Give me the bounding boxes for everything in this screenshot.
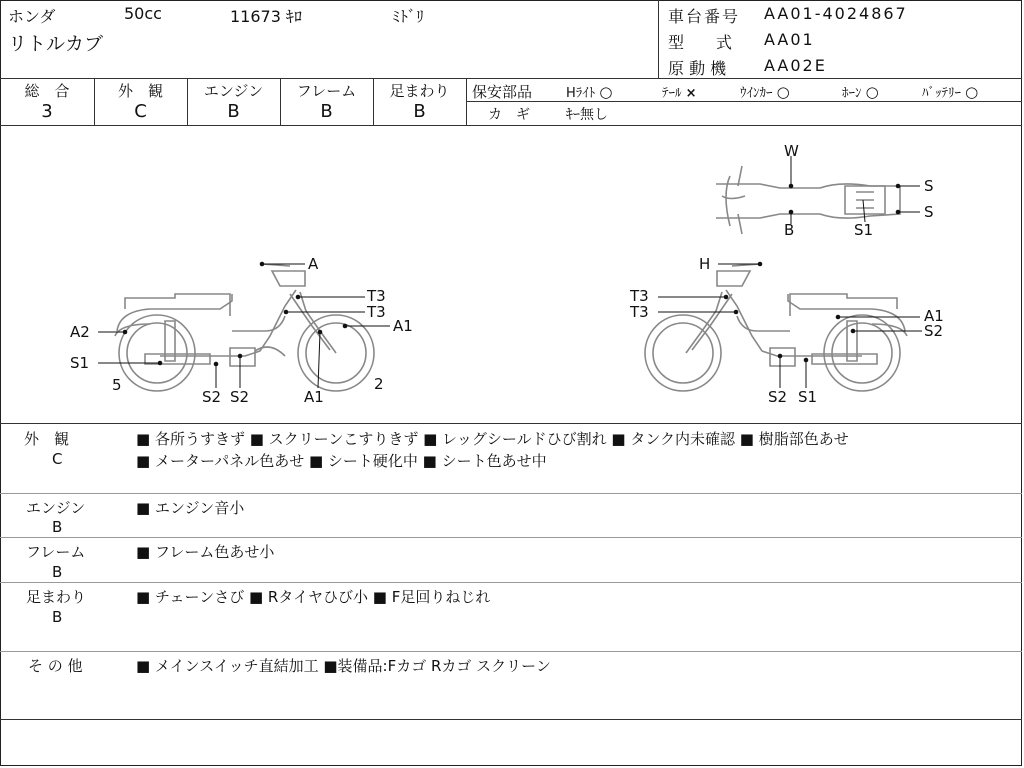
grade-label-frame: フレーム [296,82,357,100]
grade-value-suspension: B [413,101,426,122]
safety-item-name: Hﾗｲﾄ [566,86,596,101]
remarks-top [0,423,1022,424]
diagram-label: S2 [924,322,944,340]
remark-line: ■ チェーンさび ■ Rタイヤひび小 ■ F足回りねじれ [136,588,491,606]
safety-item-winker [740,82,790,101]
diagram-label: A1 [393,317,413,335]
remark-line: ■ 各所うすきず ■ スクリーンこすりきず ■ レッグシールドひび割れ ■ タンク内未確認 ■ 樹脂部色あせ [136,430,849,448]
remark-category-exterior: 外 観 [24,430,70,448]
diagram-label: S [924,177,934,195]
remark-grade-suspension: B [52,608,63,626]
header-divider [658,0,659,78]
engine-value: AA02E [764,56,827,75]
safety-divider [466,101,1022,102]
remark-grade-engine: B [52,518,63,536]
safety-item-status: ○ [865,83,879,101]
diagram-label: S1 [70,354,90,372]
grade-value-frame: B [320,101,333,122]
diagram-label: S1 [854,221,874,239]
remark-category-other: そ の 他 [28,657,83,675]
diagram-label: A2 [70,323,90,341]
key-label: カ ギ [488,107,530,123]
diagram-label: H [699,255,711,273]
remarks-divider [0,582,1022,583]
safety-item-battery [922,82,978,101]
remark-line: ■ メーターパネル色あせ ■ シート硬化中 ■ シート色あせ中 [136,452,547,470]
safety-item-name: ｳｲﾝｶｰ [740,86,773,101]
diagram-label: S [924,203,934,221]
remark-line: ■ フレーム色あせ小 [136,543,275,561]
safety-item-tail [662,82,697,101]
remarks-divider [0,493,1022,494]
safety-item-status: × [685,86,697,101]
remark-line: ■ メインスイッチ直結加工 ■装備品:Fカゴ Rカゴ スクリーン [136,657,551,675]
safety-item-status: ○ [965,83,979,101]
frame-no: AA01-4024867 [764,4,908,23]
diagram-label: 2 [374,375,384,393]
safety-item-status: ○ [776,83,790,101]
remark-category-engine: エンジン [26,499,86,517]
diagram-label: S2 [230,388,250,406]
frame-no-label: 車台番号 [668,7,741,26]
diagram-label: S2 [768,388,788,406]
grade-label-overall: 総 合 [24,82,70,100]
body-color: ﾐﾄﾞﾘ [392,7,425,26]
diagram-label: A1 [304,388,324,406]
remark-grade-frame: B [52,563,63,581]
remark-category-frame: フレーム [26,543,86,561]
diagram-label: T3 [367,303,386,321]
model-name: リトルカブ [8,33,104,55]
safety-item-headlight [566,82,613,101]
diagram-label: W [784,142,799,160]
safety-item-name: ﾃｰﾙ [662,86,682,101]
diagram-label: B [784,221,795,239]
diagram-label: 5 [112,376,122,394]
grade-divider [466,78,467,125]
diagram-label: S1 [798,388,818,406]
remark-line: ■ エンジン音小 [136,499,245,517]
bike-right-side [645,264,907,391]
mileage: 11673 ｷﾛ [230,7,302,26]
grade-value-exterior: C [134,101,147,122]
diagram-label: T3 [630,303,649,321]
key-value: ｷｰ無し [566,107,608,123]
grade-value-engine: B [227,101,240,122]
engine-label: 原 動 機 [668,59,727,78]
grade-value-overall: 3 [41,101,53,122]
damage-diagram [0,126,1022,424]
remark-grade-exterior: C [52,450,63,468]
safety-title: 保安部品 [472,83,533,101]
type-label: 型 式 [668,33,733,52]
grade-label-suspension: 足まわり [389,82,450,100]
grade-row-top [0,78,1022,79]
type-value: AA01 [764,30,815,49]
safety-item-status: ○ [599,83,613,101]
safety-item-name: ﾎｰﾝ [842,86,862,101]
grade-label-engine: エンジン [203,82,264,100]
diagram-label: T3 [630,287,649,305]
diagram-label: T3 [367,287,386,305]
remark-category-suspension: 足まわり [26,588,87,606]
remarks-divider [0,537,1022,538]
maker: ホンダ [8,7,56,26]
remarks-divider [0,651,1022,652]
diagram-label: S2 [202,388,222,406]
remarks-bottom [0,719,1022,720]
diagram-label: A1 [924,307,944,325]
grade-label-exterior: 外 観 [117,82,163,100]
bike-left-side [115,264,374,391]
safety-item-name: ﾊﾞｯﾃﾘｰ [922,86,961,101]
diagram-label: A [308,255,319,273]
safety-item-horn [842,82,879,101]
displacement: 50cc [124,4,162,23]
